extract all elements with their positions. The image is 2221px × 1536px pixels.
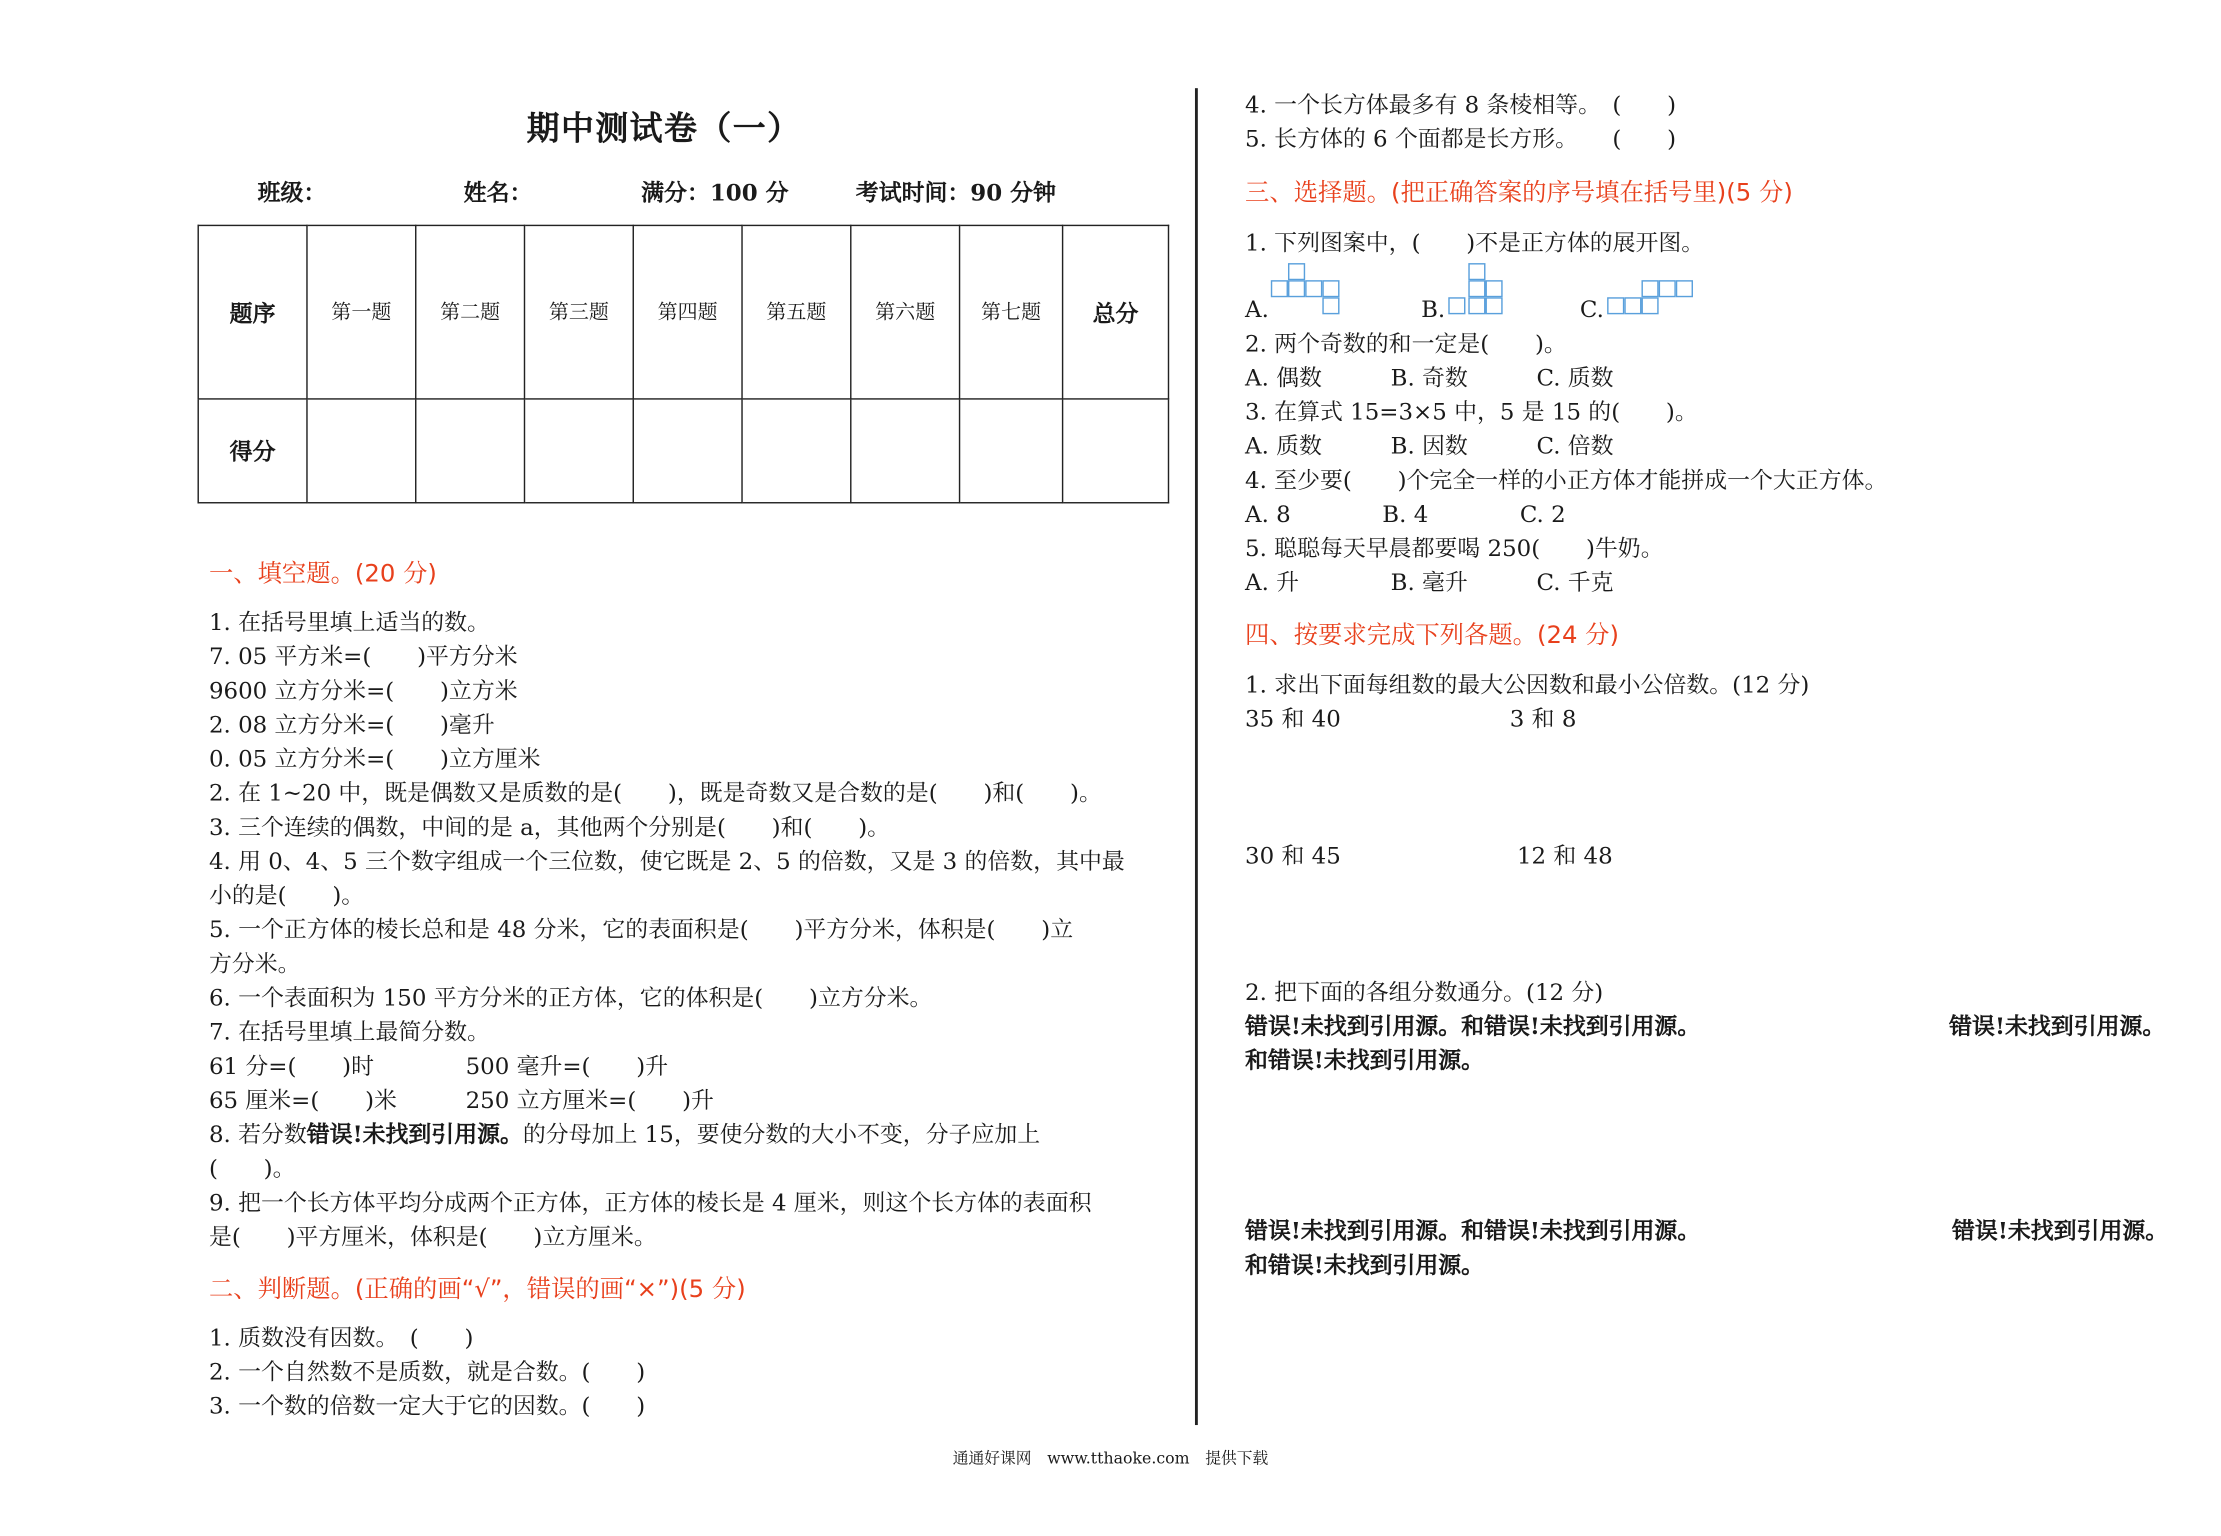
text-line: 4. 一个长方体最多有 8 条棱相等。 ( ) bbox=[1245, 91, 1677, 119]
text-line: 5. 聪聪每天早晨都要喝 250( )牛奶。 bbox=[1245, 534, 1664, 562]
text-line: 9. 把一个长方体平均分成两个正方体，正方体的棱长是 4 厘米，则这个长方体的表面积 bbox=[208, 1188, 1092, 1216]
text-line: A. 质数 B. 因数 C. 倍数 bbox=[1245, 432, 1614, 460]
text-line: 65 厘米=( )米 250 立方厘米=( )升 bbox=[208, 1086, 714, 1114]
text-line: 小的是( )。 bbox=[208, 881, 365, 909]
q8-post: 的分母加上 15，要使分数的大小不变，分子应加上 bbox=[522, 1120, 1041, 1148]
number-pair: 12 和 48 bbox=[1516, 841, 1613, 869]
text-line: 4. 至少要( )个完全一样的小正方体才能拼成一个大正方体。 bbox=[1245, 466, 1888, 494]
page-title: 期中测试卷（一） bbox=[526, 110, 802, 148]
text-line: 1. 求出下面每组数的最大公因数和最小公倍数。(12 分) bbox=[1245, 671, 1810, 699]
text-line: 2. 两个奇数的和一定是( )。 bbox=[1245, 329, 1567, 357]
row-label: 得分 bbox=[198, 398, 307, 502]
number-pair: 35 和 40 bbox=[1245, 705, 1341, 733]
option-b-label: B. bbox=[1421, 295, 1446, 323]
header-col: 第三题 bbox=[524, 225, 633, 398]
header-col: 第五题 bbox=[742, 225, 851, 398]
error-ref-line: 和错误!未找到引用源。 bbox=[1245, 1251, 1485, 1279]
score-cell[interactable] bbox=[1063, 398, 1169, 502]
score-cell[interactable] bbox=[742, 398, 851, 502]
score-table-row bbox=[198, 398, 1168, 502]
header-col: 第二题 bbox=[416, 225, 525, 398]
option-a-label: A. bbox=[1245, 295, 1269, 323]
text-line: 3. 三个连续的偶数，中间的是 a，其他两个分别是( )和( )。 bbox=[208, 813, 891, 841]
text-line: ( )。 bbox=[208, 1154, 296, 1182]
number-pair: 30 和 45 bbox=[1245, 841, 1341, 869]
q8-pre: 8. 若分数 bbox=[208, 1120, 307, 1148]
text-line: 是( )平方厘米，体积是( )立方厘米。 bbox=[208, 1223, 657, 1251]
text-line: 0. 05 立方分米=( )立方厘米 bbox=[208, 745, 541, 773]
text-line: 2. 一个自然数不是质数，就是合数。( ) bbox=[208, 1358, 646, 1386]
error-ref-line: 错误!未找到引用源。和错误!未找到引用源。 bbox=[1245, 1217, 1701, 1245]
text-line: 方分米。 bbox=[208, 950, 301, 978]
text-line: 4. 用 0、4、5 三个数字组成一个三位数，使它既是 2、5 的倍数，又是 3 的倍数，其中最 bbox=[208, 847, 1125, 875]
text-line: 1. 质数没有因数。 ( ) bbox=[208, 1324, 474, 1352]
section3-heading: 三、选择题。(把正确答案的序号填在括号里)(5 分) bbox=[1245, 179, 1793, 208]
text-line: 1. 下列图案中，( )不是正方体的展开图。 bbox=[1245, 228, 1705, 256]
text-line: 2. 在 1~20 中，既是偶数又是质数的是( )，既是奇数又是合数的是( )和( )。 bbox=[208, 779, 1102, 807]
error-ref-line: 错误!未找到引用源。 bbox=[1952, 1217, 2169, 1245]
full-score: 满分：100 分 bbox=[641, 179, 789, 207]
header-total: 总分 bbox=[1063, 225, 1169, 398]
score-cell[interactable] bbox=[524, 398, 633, 502]
header-question-no: 题序 bbox=[198, 225, 307, 398]
score-cell[interactable] bbox=[307, 398, 416, 502]
score-table bbox=[197, 225, 1169, 504]
text-line: 3. 一个数的倍数一定大于它的因数。( ) bbox=[208, 1392, 646, 1420]
text-line: 2. 08 立方分米=( )毫升 bbox=[208, 711, 495, 739]
text-line: 5. 一个正方体的棱长总和是 48 分米，它的表面积是( )平方分米，体积是( )立 bbox=[208, 915, 1074, 943]
header-col: 第七题 bbox=[960, 225, 1063, 398]
score-cell[interactable] bbox=[633, 398, 742, 502]
text-line: 7. 在括号里填上最简分数。 bbox=[208, 1018, 490, 1046]
score-cell[interactable] bbox=[960, 398, 1063, 502]
score-table-header bbox=[198, 225, 1168, 398]
text-line: 61 分=( )时 500 毫升=( )升 bbox=[208, 1052, 669, 1080]
section2-heading: 二、判断题。(正确的画“√”，错误的画“×”)(5 分) bbox=[208, 1275, 746, 1305]
error-ref-line: 错误!未找到引用源。和错误!未找到引用源。 bbox=[1245, 1012, 1701, 1040]
header-col: 第四题 bbox=[633, 225, 742, 398]
section4-heading: 四、按要求完成下列各题。(24 分) bbox=[1245, 621, 1620, 650]
question-8 bbox=[209, 1121, 1040, 1149]
text-line: 3. 在算式 15=3×5 中，5 是 15 的( )。 bbox=[1245, 398, 1698, 426]
header-col: 第六题 bbox=[851, 225, 960, 398]
text-line: A. 8 B. 4 C. 2 bbox=[1245, 500, 1566, 528]
option-c-label: C. bbox=[1579, 295, 1604, 323]
text-line: 1. 在括号里填上适当的数。 bbox=[208, 608, 490, 636]
text-line: 5. 长方体的 6 个面都是长方形。 ( ) bbox=[1245, 125, 1677, 153]
score-cell[interactable] bbox=[416, 398, 525, 502]
q8-error-ref: 错误!未找到引用源。 bbox=[306, 1120, 523, 1148]
text-line: 2. 把下面的各组分数通分。(12 分) bbox=[1245, 978, 1604, 1006]
exam-time: 考试时间：90 分钟 bbox=[855, 179, 1056, 207]
error-ref-line: 错误!未找到引用源。 bbox=[1949, 1012, 2166, 1040]
text-line: A. 升 B. 毫升 C. 千克 bbox=[1245, 568, 1614, 596]
score-cell[interactable] bbox=[851, 398, 960, 502]
text-line: 9600 立方分米=( )立方米 bbox=[208, 676, 518, 704]
error-ref-line: 和错误!未找到引用源。 bbox=[1245, 1046, 1485, 1074]
text-line: 7. 05 平方米=( )平方分米 bbox=[208, 642, 518, 670]
class-label: 班级： bbox=[257, 179, 327, 207]
footer-text: 通通好课网 www.tthaoke.com 提供下载 bbox=[952, 1449, 1269, 1468]
number-pair: 3 和 8 bbox=[1509, 705, 1577, 733]
text-line: A. 偶数 B. 奇数 C. 质数 bbox=[1245, 364, 1614, 392]
section1-heading: 一、填空题。(20 分) bbox=[208, 560, 437, 589]
column-divider bbox=[1195, 88, 1198, 1425]
name-label: 姓名： bbox=[463, 179, 533, 207]
text-line: 6. 一个表面积为 150 平方分米的正方体，它的体积是( )立方分米。 bbox=[208, 984, 933, 1012]
header-col: 第一题 bbox=[307, 225, 416, 398]
